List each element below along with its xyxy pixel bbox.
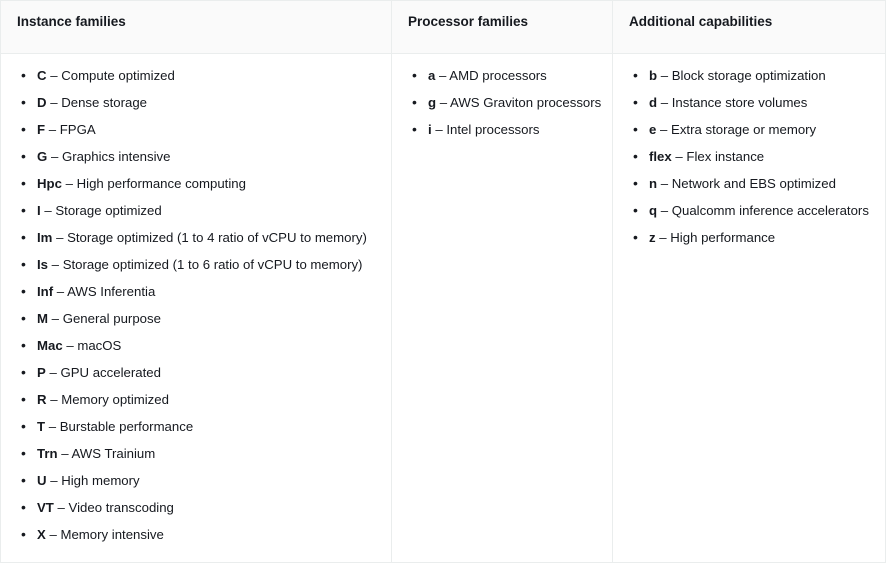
list-item [15,62,377,89]
item-description: High performance computing [76,176,246,191]
list-item [15,170,377,197]
instance-families-list [15,62,377,548]
item-code: Hpc [37,176,62,191]
item-description: Dense storage [61,95,147,110]
item-separator: – [435,122,443,137]
item-description: Compute optimized [61,68,175,83]
item-description: AWS Inferentia [67,284,156,299]
item-separator: – [66,338,74,353]
item-separator: – [675,149,683,164]
item-code: Trn [37,446,58,461]
item-code: b [649,68,658,83]
item-description: Qualcomm inference accelerators [671,203,869,218]
item-code: VT [37,500,54,515]
list-item [627,116,871,143]
item-separator: – [50,95,58,110]
item-code: Mac [37,338,63,353]
item-description: High performance [670,230,776,245]
item-code: F [37,122,46,137]
item-description: Memory optimized [61,392,169,407]
item-separator: – [659,230,667,245]
item-code: U [37,473,47,488]
item-code: z [649,230,656,245]
list-item [627,62,871,89]
item-separator: – [660,176,669,191]
item-code: flex [649,149,672,164]
list-item [15,278,377,305]
item-separator: – [50,149,59,164]
item-code: X [37,527,46,542]
item-separator: – [65,176,73,191]
item-separator: – [660,122,668,137]
item-code: T [37,419,46,434]
item-separator: – [660,68,669,83]
item-separator: – [660,95,669,110]
list-item [15,305,377,332]
item-description: Burstable performance [59,419,194,434]
item-separator: – [50,392,58,407]
list-item [627,89,871,116]
item-description: High memory [61,473,140,488]
item-description: Memory intensive [60,527,164,542]
list-item [15,251,377,278]
list-item [627,170,871,197]
item-description: General purpose [62,311,161,326]
item-separator: – [56,284,65,299]
table-body [1,54,886,563]
list-item [15,116,377,143]
item-separator: – [50,68,58,83]
item-code: P [37,365,46,380]
item-separator: – [61,446,69,461]
item-separator: – [660,203,669,218]
list-item [15,224,377,251]
item-description: AWS Trainium [71,446,156,461]
list-item [15,440,377,467]
item-code: D [37,95,47,110]
list-item [15,359,377,386]
table-header-row [1,1,886,54]
item-description: Block storage optimization [671,68,826,83]
list-item [15,332,377,359]
cell-processor-families [392,54,613,563]
list-item [15,494,377,521]
item-code: C [37,68,47,83]
item-description: Storage optimized [55,203,162,218]
list-item [15,413,377,440]
item-description: macOS [77,338,122,353]
item-code: R [37,392,47,407]
item-description: FPGA [59,122,96,137]
item-description: Intel processors [446,122,540,137]
item-separator: – [56,230,64,245]
list-item [15,143,377,170]
item-code: G [37,149,48,164]
list-item [627,224,871,251]
item-code: n [649,176,658,191]
item-separator: – [49,527,57,542]
column-header-instance-families: Instance families [1,1,392,54]
table-header [1,1,886,54]
item-description: GPU accelerated [60,365,161,380]
cell-additional-capabilities [613,54,886,563]
list-item [406,116,598,143]
item-separator: – [48,122,57,137]
item-code: i [428,122,432,137]
item-separator: – [51,311,60,326]
item-code: q [649,203,658,218]
list-item [15,89,377,116]
item-description: Graphics intensive [61,149,171,164]
list-item [15,386,377,413]
item-description: Network and EBS optimized [671,176,836,191]
item-separator: – [57,500,65,515]
item-separator: – [50,473,58,488]
item-code: d [649,95,658,110]
column-header-processor-families: Processor families [392,1,613,54]
item-separator: – [439,95,448,110]
item-code: g [428,95,437,110]
item-description: Video transcoding [68,500,174,515]
item-description: AMD processors [449,68,547,83]
processor-families-list [406,62,602,143]
list-item [15,197,377,224]
item-separator: – [51,257,60,272]
item-description: Instance store volumes [671,95,808,110]
additional-capabilities-list [627,62,871,251]
list-item [15,521,377,548]
item-separator: – [49,365,57,380]
item-code: M [37,311,48,326]
item-separator: – [48,419,57,434]
item-description: AWS Graviton processors [450,95,602,110]
item-code: Inf [37,284,54,299]
item-description: Storage optimized (1 to 4 ratio of vCPU to memory) [67,230,367,245]
list-item [406,62,598,89]
item-code: e [649,122,657,137]
list-item [627,197,871,224]
column-header-additional-capabilities: Additional capabilities [613,1,886,54]
list-item [627,143,871,170]
item-description: Extra storage or memory [671,122,817,137]
item-description: Flex instance [686,149,765,164]
item-code: Is [37,257,48,272]
item-code: Im [37,230,53,245]
list-item [406,89,602,116]
item-description: Storage optimized (1 to 6 ratio of vCPU to memory) [62,257,363,272]
item-separator: – [44,203,52,218]
item-separator: – [439,68,447,83]
item-code: I [37,203,41,218]
table-row [1,54,886,563]
cell-instance-families [1,54,392,563]
list-item [15,467,377,494]
item-code: a [428,68,436,83]
